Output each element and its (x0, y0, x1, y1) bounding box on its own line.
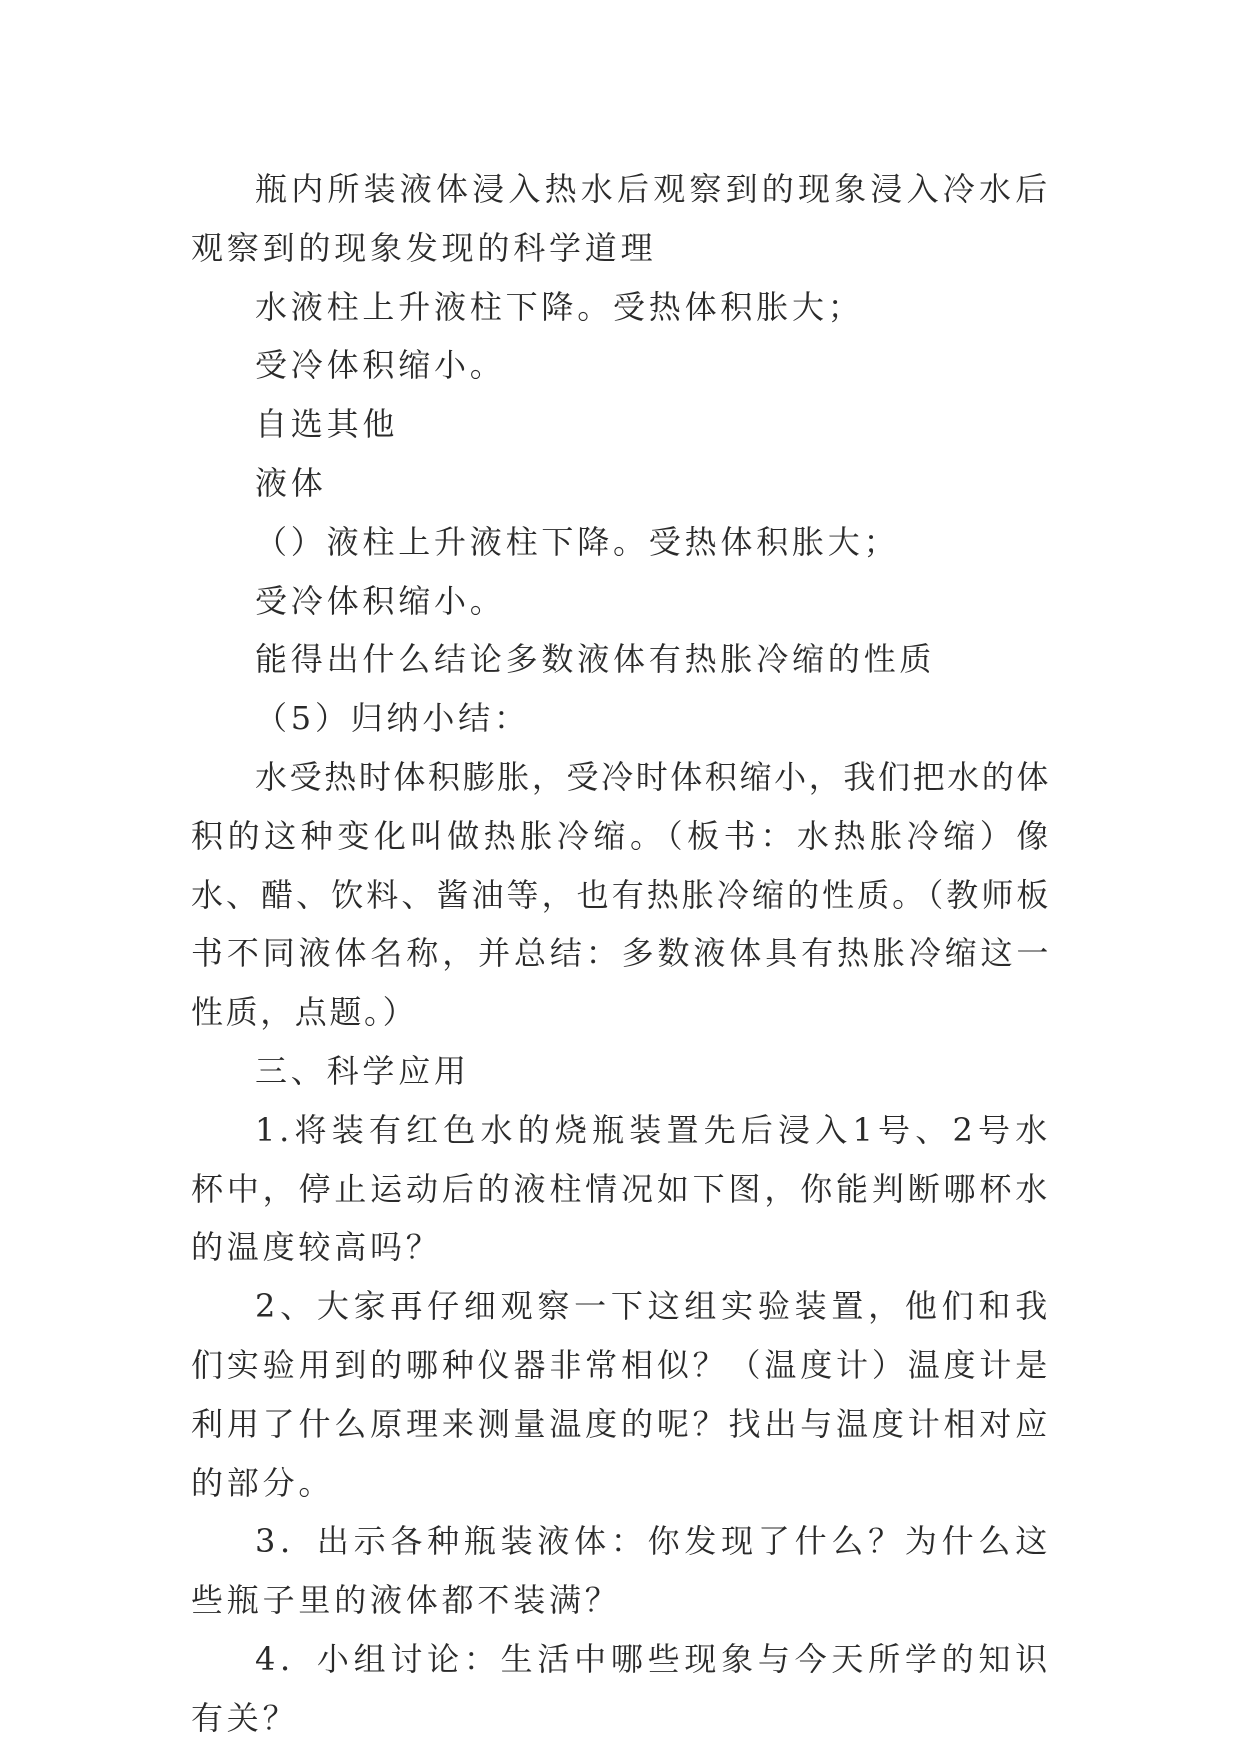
paragraph-other-choice: 自选其他 (255, 405, 399, 444)
paragraph-liquid: 液体 (255, 463, 327, 502)
paragraph-liquid-cold: 受冷体积缩小。 (255, 581, 506, 620)
paragraph-summary: 水受热时体积膨胀，受冷时体积缩小，我们把水的体积的这种变化叫做热胀冷缩。（板书：水热胀冷缩）像水、醋、饮料、酱油等，也有热胀冷缩的性质。（教师板书不同液体名称，并总结：多数液体具有热胀冷缩这一性质，点题。） (191, 757, 1051, 1032)
paragraph-question-4: 4．小组讨论：生活中哪些现象与今天所学的知识有关？ (191, 1639, 1051, 1737)
paragraph-liquid-result: （）液柱上升液柱下降。受热体积胀大； (255, 522, 900, 561)
paragraph-water-cold: 受冷体积缩小。 (255, 346, 506, 385)
paragraph-question-2: 2、大家再仔细观察一下这组实验装置，他们和我们实验用到的哪种仪器非常相似？（温度计）温度计是利用了什么原理来测量温度的呢？找出与温度计相对应的部分。 (191, 1287, 1051, 1502)
paragraph-water-result: 水液柱上升液柱下降。受热体积胀大； (255, 287, 864, 326)
paragraph-summary-heading: （5）归纳小结： (255, 699, 530, 738)
paragraph-observation-table: 瓶内所装液体浸入热水后观察到的现象浸入冷水后观察到的现象发现的科学道理 (191, 170, 1051, 267)
paragraph-conclusion: 能得出什么结论多数液体有热胀冷缩的性质 (255, 640, 936, 679)
paragraph-question-3: 3．出示各种瓶装液体：你发现了什么？为什么这些瓶子里的液体都不装满？ (191, 1522, 1051, 1620)
document-body (191, 160, 1051, 1748)
section-heading-application: 三、科学应用 (255, 1051, 470, 1090)
paragraph-question-1: 1.将装有红色水的烧瓶装置先后浸入1号、2号水杯中，停止运动后的液柱情况如下图，你能判断哪杯水的温度较高吗？ (191, 1110, 1051, 1267)
